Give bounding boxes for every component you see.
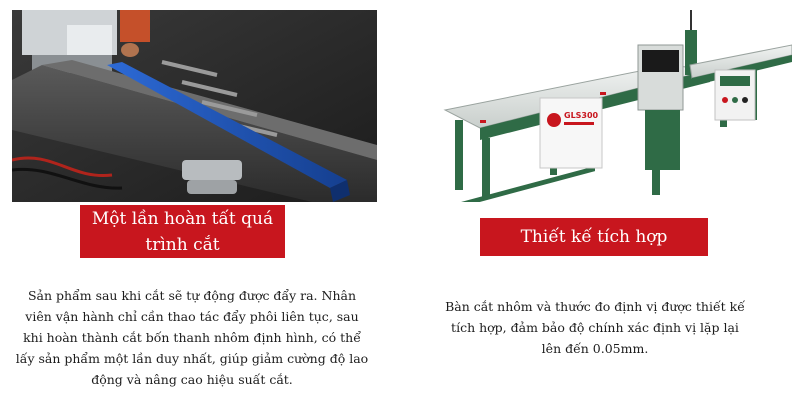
feature-badge-integrated-design: Thiết kế tích hợp (480, 218, 708, 256)
cutting-machine-closeup-illustration (12, 10, 377, 202)
feature-description-right: Bàn cắt nhôm và thước đo định vị được thiết kế tích hợp, đảm bảo độ chính xác định vị lặp lại lên đến 0.05mm. (445, 299, 745, 356)
badge-line-1: Một lần hoàn tất quá (91, 209, 274, 229)
cutting-machine-closeup-photo (12, 10, 377, 202)
feature-badge-complete-cutting (80, 205, 285, 258)
gls300-cutting-machine-photo (420, 10, 792, 202)
brand-logo-icon (547, 113, 561, 127)
feature-description-left: Sản phẩm sau khi cắt sẽ tự động được đẩy ra. Nhân viên vận hành chỉ cần thao tác đẩy phôi liên tục, sau khi hoàn thành cắt bốn thanh nhôm định hình, có thể lấy sản phẩm một lần duy nhất, giúp giảm cường độ lao động và nâng cao hiệu suất cắt. (15, 288, 369, 387)
gls300-machine-illustration (420, 10, 792, 202)
badge-line-2: trình cắt (145, 235, 220, 255)
machine-model-label: GLS300 (564, 111, 599, 120)
